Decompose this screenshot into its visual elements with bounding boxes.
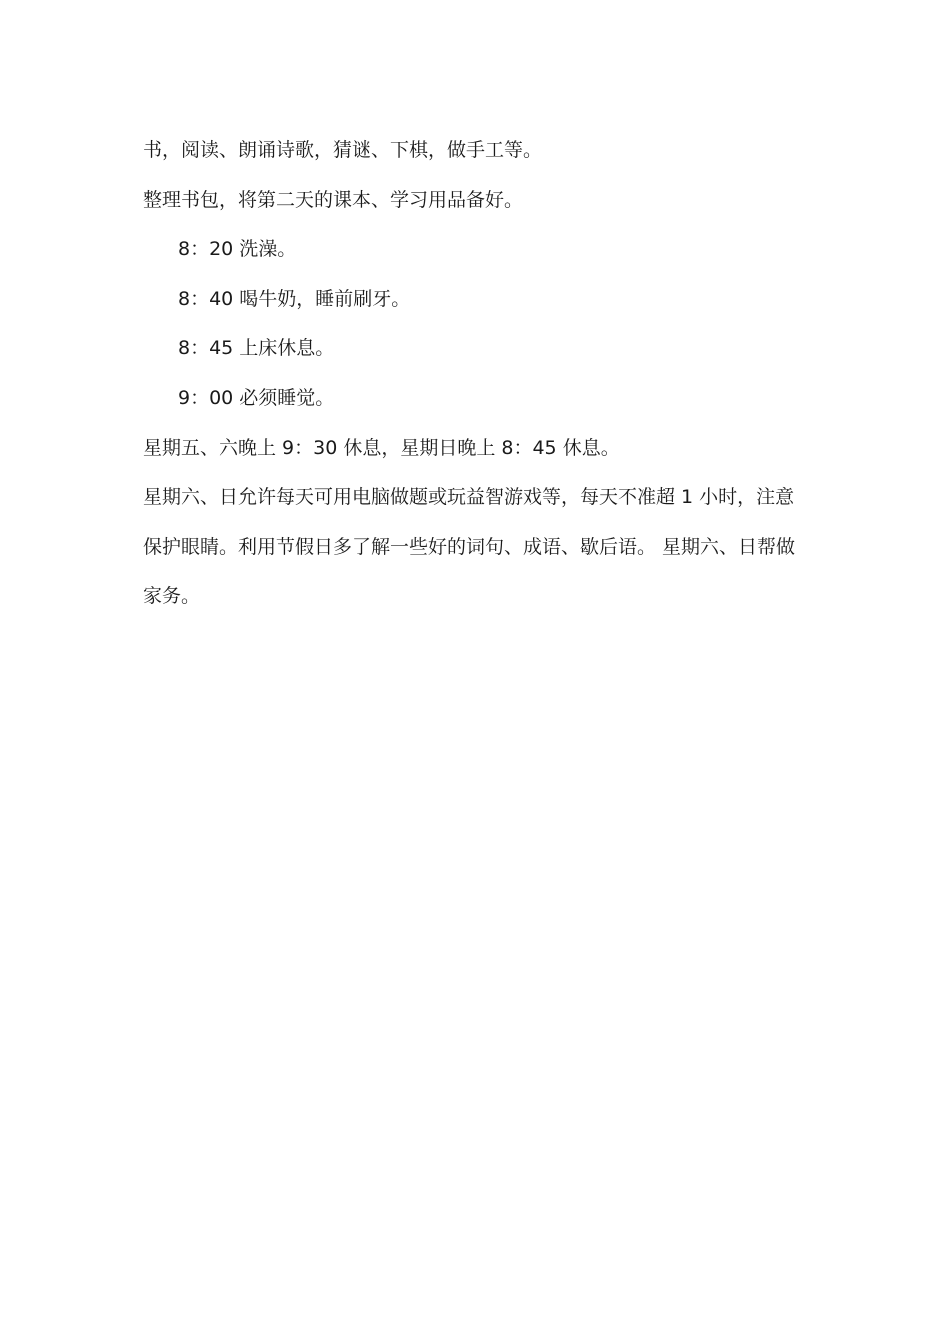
paragraph-line-activities: 书，阅读、朗诵诗歌，猜谜、下棋，做手工等。 <box>143 139 543 161</box>
schedule-item-milk: 8：40 喝牛奶，睡前刷牙。 <box>178 287 411 310</box>
paragraph-line-weekend-rest: 星期五、六晚上 9：30 休息，星期日晚上 8：45 休息。 <box>143 436 620 459</box>
paragraph-line-schoolbag: 整理书包，将第二天的课本、学习用品备好。 <box>143 188 524 211</box>
document-body <box>143 130 813 626</box>
schedule-item-bed: 8：45 上床休息。 <box>178 337 335 360</box>
paragraph-line-eyes: 保护眼睛。利用节假日多了解一些好的词句、成语、歇后语。 星期六、日帮做 <box>143 535 796 558</box>
paragraph-line-computer: 星期六、日允许每天可用电脑做题或玩益智游戏等，每天不准超 1 小时，注意 <box>143 486 795 509</box>
schedule-item-bath: 8：20 洗澡。 <box>178 238 297 261</box>
schedule-item-sleep: 9：00 必须睡觉。 <box>178 386 335 409</box>
paragraph-line-housework: 家务。 <box>143 585 201 608</box>
